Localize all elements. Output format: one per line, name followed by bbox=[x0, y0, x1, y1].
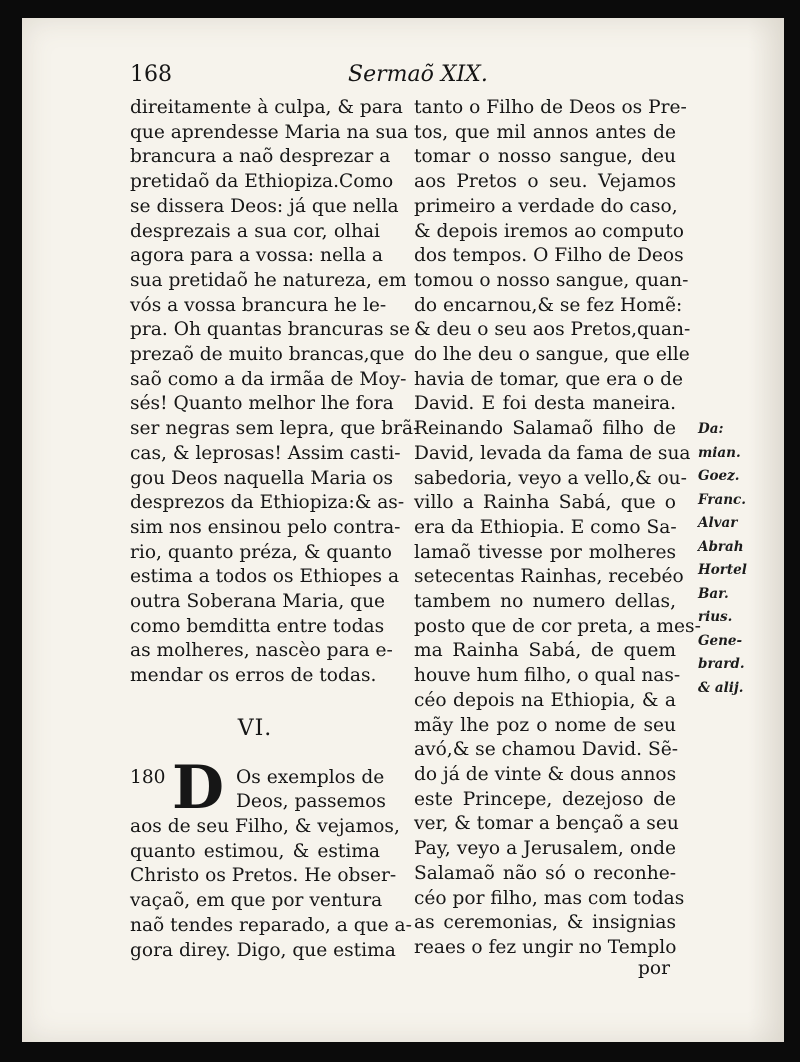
text-line: do já de vinte & dous annos bbox=[414, 763, 677, 785]
text-line: outra Soberana Maria, que bbox=[130, 591, 386, 613]
text-line: desprezais a sua cor, olhai bbox=[130, 220, 380, 242]
text-line: Salamaõ não só o reconhe- bbox=[414, 862, 676, 884]
book-page bbox=[22, 18, 784, 1042]
text-line: primeiro a verdade do caso, bbox=[414, 195, 678, 217]
text-line: do encarnou,& se fez Homẽ: bbox=[414, 294, 683, 316]
text-line: pra. Oh quantas brancuras se bbox=[130, 319, 410, 341]
text-line: Pay, veyo a Jerusalem, onde bbox=[414, 838, 676, 860]
margin-note: Bar. bbox=[698, 585, 729, 602]
text-line: gou Deos naquella Maria os bbox=[130, 467, 394, 489]
text-line: reaes o fez ungir no Templo bbox=[414, 936, 677, 958]
text-line: sés! Quanto melhor lhe fora bbox=[130, 393, 394, 415]
text-line: tomar o nosso sangue, deu bbox=[414, 146, 676, 168]
text-line: do lhe deu o sangue, que elle bbox=[414, 344, 690, 366]
text-line: prezaõ de muito brancas,que bbox=[130, 344, 405, 366]
right-column-text bbox=[414, 96, 701, 961]
text-line: & deu o seu aos Pretos,quan- bbox=[414, 319, 691, 341]
margin-note: Gene- bbox=[698, 632, 743, 649]
text-line: Christo os Pretos. He obser- bbox=[130, 865, 397, 887]
text-line: tanto o Filho de Deos os Pre- bbox=[414, 97, 687, 118]
text-line: como bemditta entre todas bbox=[130, 615, 385, 637]
margin-note: Da: bbox=[698, 421, 724, 437]
text-line: quanto estimou, & estima bbox=[130, 840, 380, 862]
margin-note: rius. bbox=[698, 609, 733, 625]
drop-cap: D bbox=[172, 752, 225, 823]
text-line: as ceremonias, & insignias bbox=[414, 912, 676, 934]
paragraph-indented-lines bbox=[130, 766, 386, 815]
text-line: houve hum filho, o qual nas- bbox=[414, 665, 681, 687]
text-line: direitamente à culpa, & para bbox=[130, 97, 403, 118]
running-title: Sermaõ XIX. bbox=[348, 62, 488, 87]
text-line: se dissera Deos: já que nella bbox=[130, 195, 399, 217]
text-line: que aprendesse Maria na sua bbox=[130, 121, 409, 143]
margin-notes bbox=[698, 418, 747, 700]
margin-note: Goez. bbox=[698, 468, 740, 484]
text-line: tomou o nosso sangue, quan- bbox=[414, 269, 689, 291]
text-line: ver, & tomar a bençaõ a seu bbox=[414, 813, 679, 835]
text-line: Os exemplos de bbox=[236, 766, 385, 788]
text-line: villo a Rainha Sabá, que o bbox=[414, 492, 676, 514]
page-header bbox=[22, 62, 784, 96]
text-line: cas, & leprosas! Assim casti- bbox=[130, 442, 401, 464]
text-line: vós a vossa brancura he le- bbox=[130, 294, 387, 316]
paragraph-180 bbox=[130, 752, 412, 964]
text-line: setecentas Rainhas, recebéo bbox=[414, 566, 684, 588]
text-line: céo depois na Ethiopia, & a bbox=[414, 689, 676, 711]
page-edge-shadow bbox=[748, 18, 784, 1042]
text-line: mãy lhe poz o nome de seu bbox=[414, 714, 676, 736]
text-line: havia de tomar, que era o de bbox=[414, 368, 684, 390]
text-line: pretidaõ da Ethiopiza.Como bbox=[130, 171, 394, 193]
margin-note: mian. bbox=[698, 444, 741, 461]
text-line: tambem no numero dellas, bbox=[414, 591, 676, 613]
text-line: estima a todos os Ethiopes a bbox=[130, 566, 400, 588]
margin-note: Alvar bbox=[698, 515, 738, 531]
text-line: dos tempos. O Filho de Deos bbox=[414, 245, 684, 267]
text-line: sim nos ensinou pelo contra- bbox=[130, 516, 401, 538]
text-line: Reinando Salamaõ filho de bbox=[414, 418, 676, 440]
text-line: saõ como a da irmãa de Moy- bbox=[130, 368, 407, 390]
text-line: ser negras sem lepra, que brã- bbox=[130, 418, 420, 440]
text-line: sabedoria, veyo a vello,& ou- bbox=[414, 467, 687, 489]
text-line: vaçaõ, em que por ventura bbox=[130, 890, 383, 912]
margin-note: & alij. bbox=[698, 679, 744, 696]
text-line: desprezos da Ethiopiza:& as- bbox=[130, 492, 405, 514]
text-line: ma Rainha Sabá, de quem bbox=[414, 640, 676, 662]
paragraph-number: 180 bbox=[130, 766, 166, 788]
text-line: gora direy. Digo, que estima bbox=[130, 939, 396, 961]
text-line: céo por filho, mas com todas bbox=[414, 887, 685, 909]
text-line: as molheres, nascèo para e- bbox=[130, 640, 393, 662]
paragraph-lines bbox=[130, 815, 412, 963]
text-line: David. E foi desta maneira. bbox=[414, 393, 676, 415]
section-heading: VI. bbox=[237, 715, 273, 741]
text-line: brancura a naõ desprezar a bbox=[130, 146, 391, 168]
margin-note: Abrah bbox=[698, 538, 744, 555]
margin-note: Hortel bbox=[698, 562, 747, 578]
right-column bbox=[414, 96, 701, 961]
text-line: aos de seu Filho, & vejamos, bbox=[130, 815, 400, 837]
text-line: lamaõ tivesse por molheres bbox=[414, 541, 676, 563]
text-line: aos Pretos o seu. Vejamos bbox=[414, 171, 676, 193]
text-line: Deos, passemos bbox=[236, 791, 386, 813]
margin-note: brard. bbox=[698, 656, 745, 672]
text-line: & depois iremos ao computo bbox=[414, 220, 684, 242]
text-line: David, levada da fama de sua bbox=[414, 442, 691, 464]
page-number: 168 bbox=[130, 62, 172, 87]
text-line: rio, quanto préza, & quanto bbox=[130, 541, 392, 563]
text-line: tos, que mil annos antes de bbox=[414, 121, 676, 143]
catchword: por bbox=[638, 958, 670, 979]
text-line: agora para a vossa: nella a bbox=[130, 245, 383, 267]
text-line: posto que de cor preta, a mes- bbox=[414, 615, 701, 637]
text-line: avó,& se chamou David. Sẽ- bbox=[414, 739, 678, 761]
left-column-text bbox=[130, 96, 420, 689]
text-line: mendar os erros de todas. bbox=[130, 665, 377, 687]
text-line: era da Ethiopia. E como Sa- bbox=[414, 516, 677, 538]
text-line: este Princepe, dezejoso de bbox=[414, 788, 676, 810]
margin-note: Franc. bbox=[698, 491, 746, 508]
text-line: sua pretidaõ he natureza, em bbox=[130, 269, 407, 291]
left-column bbox=[130, 96, 420, 963]
text-line: naõ tendes reparado, a que a- bbox=[130, 914, 412, 936]
